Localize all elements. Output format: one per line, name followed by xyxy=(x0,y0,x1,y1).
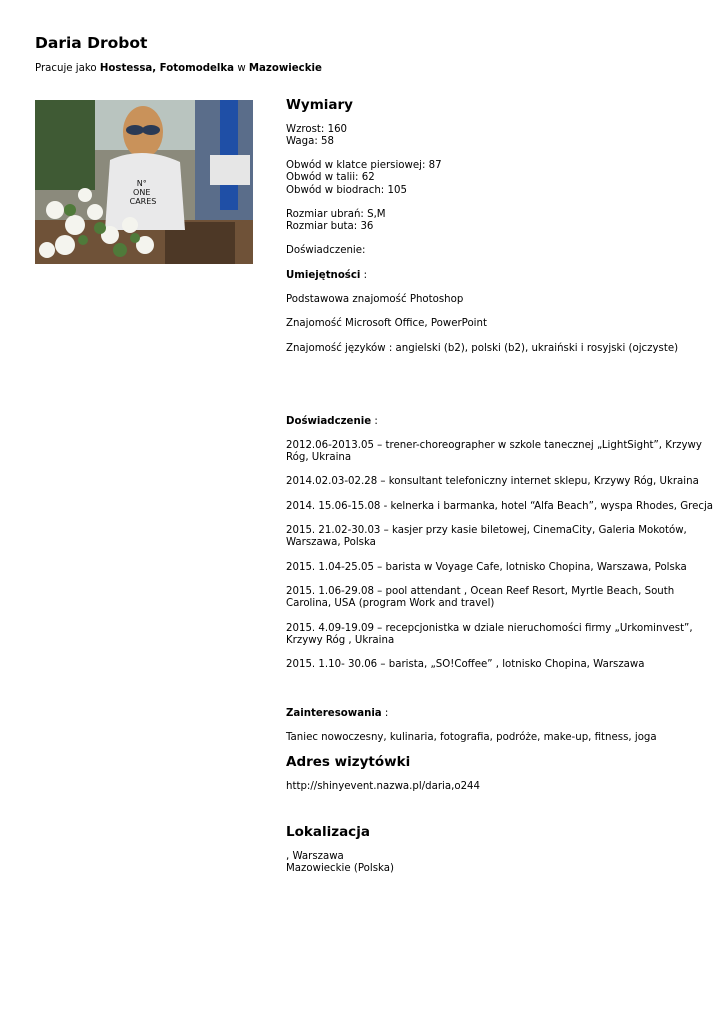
experience-item: 2015. 21.02-30.03 – kasjer przy kasie biletowej, CinemaCity, Galeria Mokotów, Warszawa, Polska xyxy=(286,525,687,549)
skill-item: Znajomość Microsoft Office, PowerPoint xyxy=(286,318,487,329)
experience-item: 2014.02.03-02.28 – konsultant telefoniczny internet sklepu, Krzywy Róg, Ukraina xyxy=(286,476,699,487)
interests-label: Zainteresowania : xyxy=(286,708,389,719)
profile-photo xyxy=(35,100,253,264)
measurements-circumference xyxy=(286,160,716,197)
measurements-heading: Wymiary xyxy=(286,97,353,113)
location-city: , Warszawa xyxy=(286,851,344,862)
shoe-size-value: Rozmiar buta: 36 xyxy=(286,221,374,233)
business-card-url[interactable]: http://shinyevent.nazwa.pl/daria,o244 xyxy=(286,781,481,792)
skill-item: Podstawowa znajomość Photoshop xyxy=(286,294,464,305)
weight-value: Waga: 58 xyxy=(286,136,335,148)
experience-item: 2015. 1.06-29.08 – pool attendant , Ocean Reef Resort, Myrtle Beach, South Carolina, USA (program Work and travel) xyxy=(286,586,675,610)
height-value: Wzrost: 160 xyxy=(286,124,348,135)
experience-item: 2014. 15.06-15.08 - kelnerka i barmanka, hotel “Alfa Beach”, wyspa Rhodes, Grecja xyxy=(286,501,714,512)
profile-name: Daria Drobot xyxy=(35,34,148,52)
location-details xyxy=(286,851,716,876)
experience-label: Doświadczenie : xyxy=(286,416,378,427)
subtitle-connector: w xyxy=(237,63,246,74)
hips-value: Obwód w biodrach: 105 xyxy=(286,184,407,196)
subtitle-roles: Hostessa, Fotomodelka xyxy=(99,63,235,74)
skills-label: Umiejętności : xyxy=(286,270,368,281)
interests-text: Taniec nowoczesny, kulinaria, fotografia, podróże, make-up, fitness, joga xyxy=(286,732,657,743)
profile-subtitle xyxy=(35,63,322,74)
chest-value: Obwód w klatce piersiowej: 87 xyxy=(286,160,442,171)
subtitle-region: Mazowieckie xyxy=(248,63,322,74)
experience-field-label: Doświadczenie: xyxy=(286,245,366,256)
subtitle-prefix: Pracuje jako xyxy=(35,63,97,74)
experience-item: 2015. 4.09-19.09 – recepcjonistka w dziale nieruchomości firmy „Urkominvest”, Krzywy Róg , Ukraina xyxy=(286,623,693,647)
experience-item: 2015. 1.04-25.05 – barista w Voyage Cafe, lotnisko Chopina, Warszawa, Polska xyxy=(286,562,687,573)
measurements-sizes xyxy=(286,209,716,234)
business-card-heading: Adres wizytówki xyxy=(286,754,411,770)
shirt-print: N° ONE CARES xyxy=(129,179,157,206)
clothing-size-value: Rozmiar ubrań: S,M xyxy=(286,209,386,220)
location-heading: Lokalizacja xyxy=(286,824,370,840)
measurements-basic xyxy=(286,124,716,149)
waist-value: Obwód w talii: 62 xyxy=(286,172,375,184)
experience-item: 2015. 1.10- 30.06 – barista, „SO!Coffee” , lotnisko Chopina, Warszawa xyxy=(286,659,645,670)
skill-item: Znajomość języków : angielski (b2), polski (b2), ukraiński i rosyjski (ojczyste) xyxy=(286,343,679,354)
location-region: Mazowieckie (Polska) xyxy=(286,863,394,875)
experience-item: 2012.06-2013.05 – trener-choreographer w szkole tanecznej „LightSight”, Krzywy Róg, Ukraina xyxy=(286,440,702,464)
